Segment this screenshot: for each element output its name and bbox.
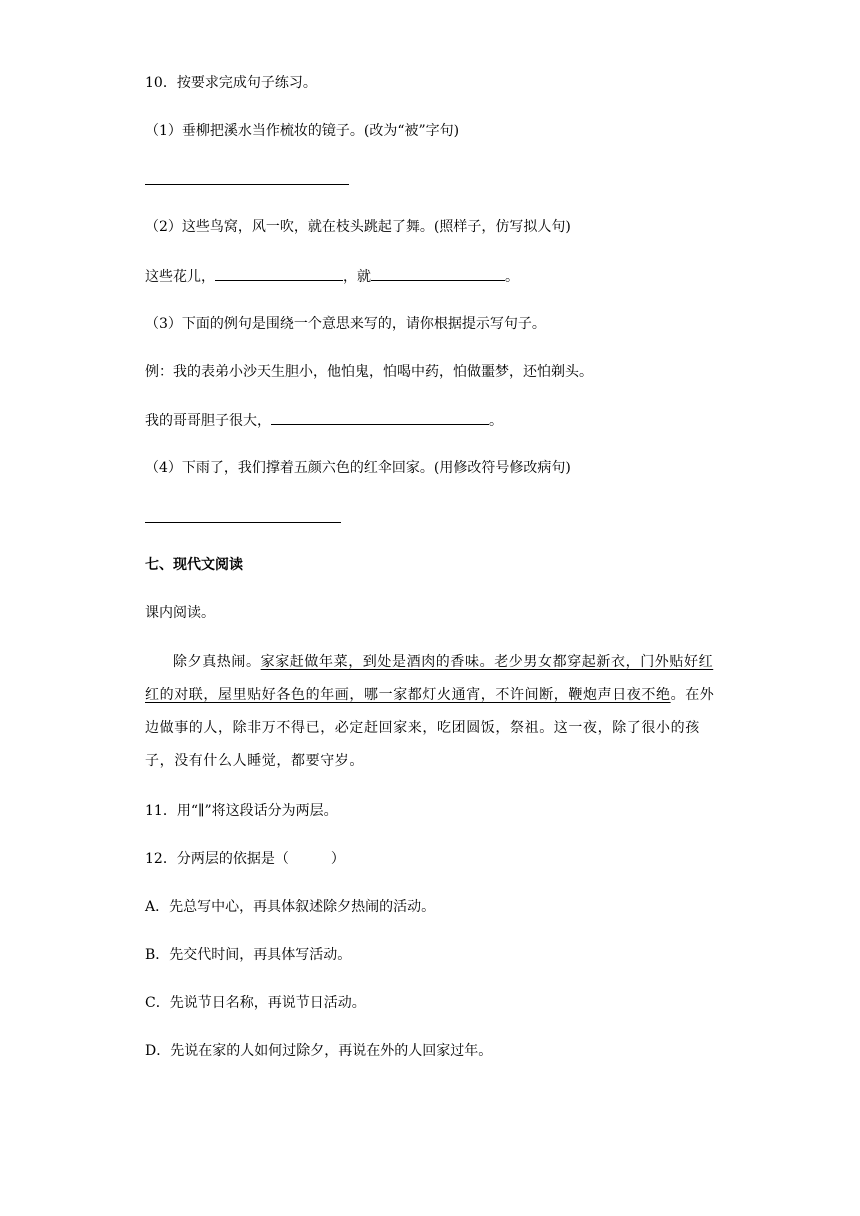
passage-opening: 除夕真热闹。: [173, 654, 261, 670]
question-10-part-3: （3）下面的例句是围绕一个意思来写的，请你根据提示写句子。: [145, 316, 546, 332]
question-10-title: 10．按要求完成句子练习。: [145, 75, 317, 91]
answer-line-1[interactable]: [145, 184, 349, 185]
option-c[interactable]: C．先说节日名称，再说节日活动。: [145, 995, 366, 1011]
question-12-title: 12．分两层的依据是（ ）: [145, 851, 345, 867]
fill-middle: ，就: [343, 269, 371, 285]
section-heading: 七、现代文阅读: [145, 557, 243, 573]
option-b[interactable]: B．先交代时间，再具体写活动。: [145, 947, 352, 963]
question-10-part-3-fill: [145, 410, 503, 431]
fill-suffix: 。: [505, 269, 519, 285]
question-10-part-2: （2）这些鸟窝，风一吹，就在枝头跳起了舞。(照样子，仿写拟人句): [145, 219, 571, 235]
answer-blank-2b[interactable]: [371, 266, 505, 281]
question-10-part-1: （1）垂柳把溪水当作梳妆的镜子。(改为“被”字句): [145, 123, 460, 139]
question-11: 11．用“∥”将这段话分为两层。: [145, 803, 338, 819]
passage-underlined: 家家赶做年菜，到处是酒肉的香味。老少男女都穿起新衣，门外贴好红红的对联，屋里贴好各色的年画，哪一家都灯火通宵，不许间断，鞭炮声日夜不绝: [145, 654, 714, 703]
passage-rest: 。在外边做事的人，除非万不得已，必定赶回家来，吃团圆饭，祭祖。这一夜，除了很小的孩子，没有什么人睡觉，都要守岁。: [145, 687, 715, 769]
option-a[interactable]: A．先总写中心，再具体叙述除夕热闹的活动。: [145, 899, 436, 915]
answer-line-4[interactable]: [145, 522, 341, 523]
reading-passage: [145, 646, 717, 778]
fill-suffix: 。: [489, 413, 503, 429]
question-10-part-2-fill: [145, 266, 519, 287]
answer-blank-3[interactable]: [271, 410, 489, 425]
fill-prefix: 我的哥哥胆子很大，: [145, 413, 271, 429]
question-10-part-3-example: 例：我的表弟小沙天生胆小，他怕鬼，怕喝中药，怕做噩梦，还怕剃头。: [145, 364, 593, 380]
answer-blank-2a[interactable]: [215, 266, 343, 281]
option-d[interactable]: D．先说在家的人如何过除夕，再说在外的人回家过年。: [145, 1043, 493, 1059]
section-subheading: 课内阅读。: [145, 605, 215, 621]
question-10-part-4: （4）下雨了，我们撑着五颜六色的红伞回家。(用修改符号修改病句): [145, 460, 571, 476]
fill-prefix: 这些花儿，: [145, 269, 215, 285]
